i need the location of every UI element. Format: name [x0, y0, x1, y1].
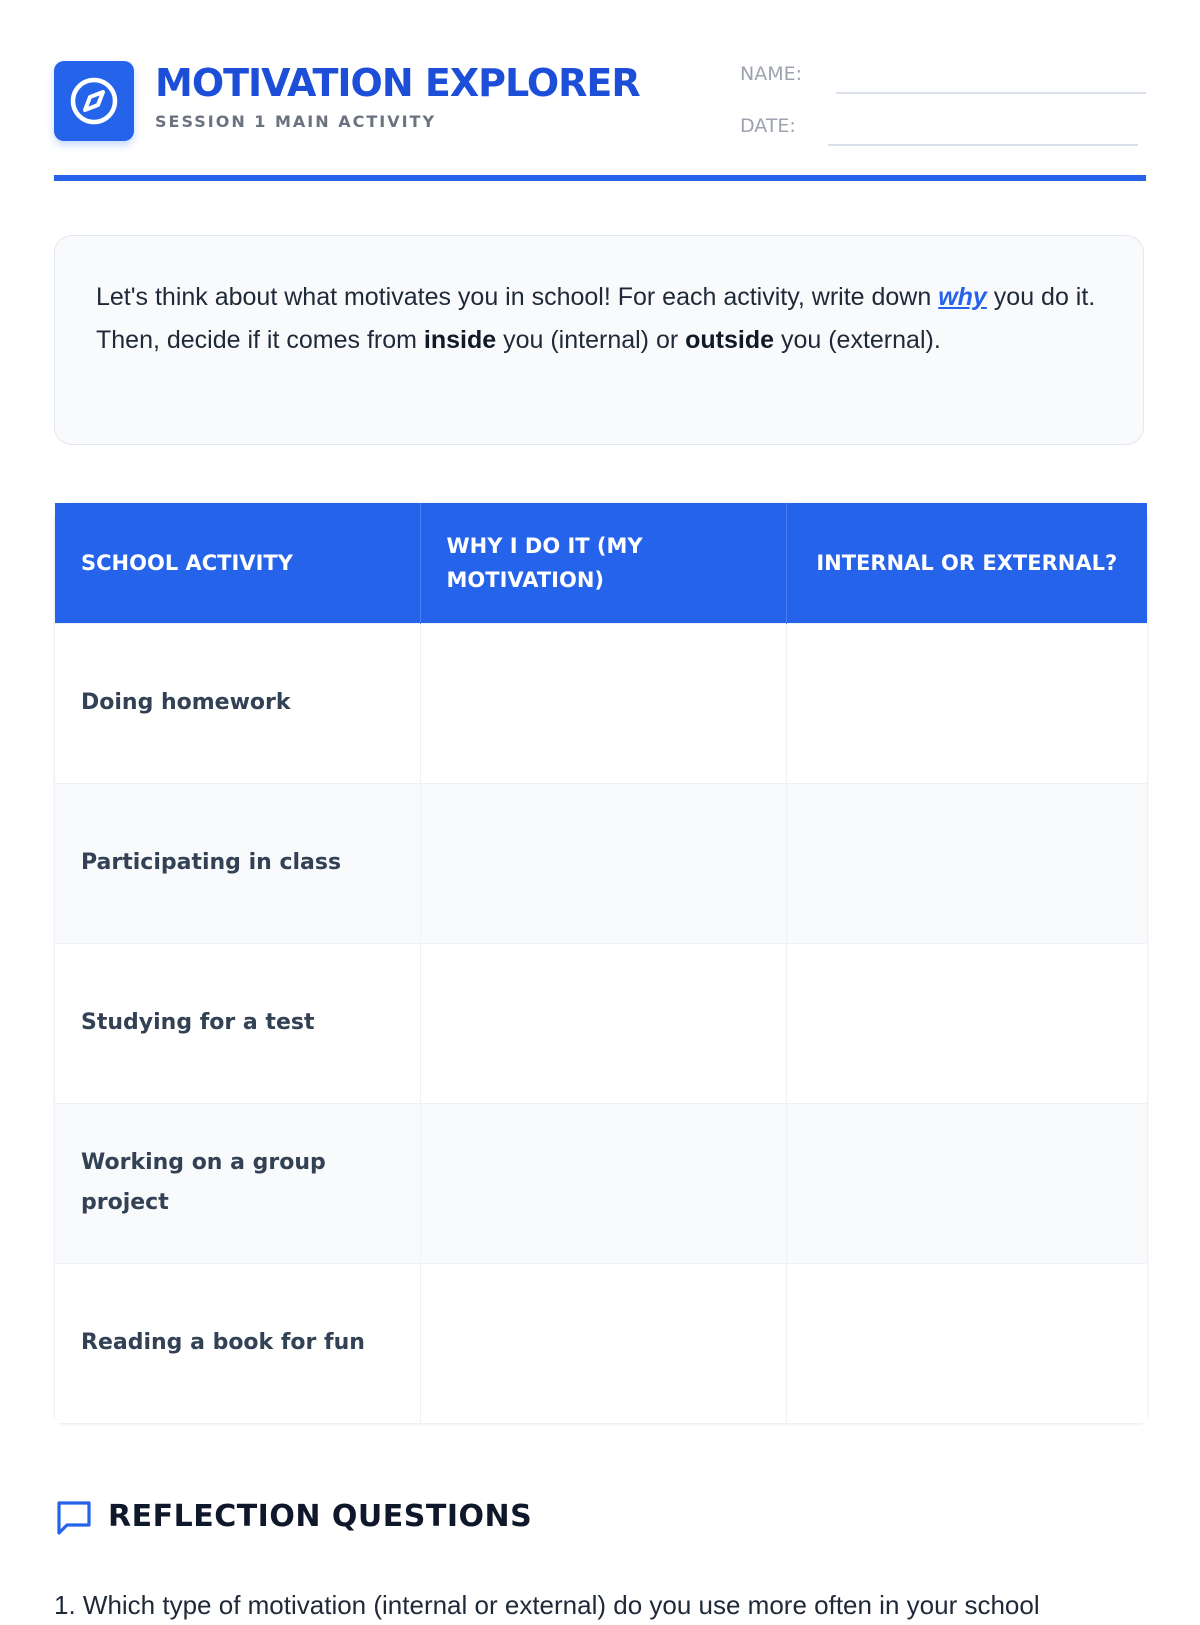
table-row	[55, 623, 1147, 783]
date-line[interactable]	[828, 144, 1138, 146]
type-answer-cell[interactable]	[786, 783, 1147, 943]
reflection-question-1: 1. Which type of motivation (internal or external) do you use more often in your school	[54, 1590, 1040, 1620]
instructions-inside: inside	[423, 326, 497, 354]
table-row	[55, 1263, 1147, 1423]
date-field[interactable]	[740, 112, 1146, 146]
motivation-answer-cell[interactable]	[420, 1103, 786, 1263]
type-answer-cell[interactable]	[786, 623, 1147, 783]
compass-icon	[54, 61, 134, 141]
motivation-answer-cell[interactable]	[420, 943, 786, 1103]
header-divider	[54, 175, 1146, 181]
instructions-text-1: Let's think about what motivates you in school! For each activity, write down	[96, 283, 939, 311]
type-answer-cell[interactable]	[786, 1263, 1147, 1423]
header-internal-or-external: INTERNAL OR EXTERNAL?	[786, 503, 1147, 623]
worksheet-subtitle: SESSION 1 MAIN ACTIVITY	[155, 112, 437, 131]
instructions-why: why	[938, 283, 987, 311]
activity-cell: Working on a group project	[55, 1103, 420, 1263]
date-label: DATE:	[740, 115, 796, 137]
type-answer-cell[interactable]	[786, 943, 1147, 1103]
instructions-outside: outside	[685, 326, 775, 354]
name-line[interactable]	[836, 92, 1146, 94]
type-answer-cell[interactable]	[786, 1103, 1147, 1263]
header-why-i-do-it: WHY I DO IT (MY MOTIVATION)	[420, 503, 786, 623]
instructions-text-3: you (internal) or	[496, 326, 686, 354]
table-row	[55, 783, 1147, 943]
reflection-title: REFLECTION QUESTIONS	[108, 1499, 533, 1534]
instructions-text-4: you (external).	[774, 326, 941, 354]
table-header-row	[55, 503, 1147, 623]
worksheet-title: MOTIVATION EXPLORER	[155, 61, 640, 105]
activity-cell: Participating in class	[55, 783, 420, 943]
instructions-text-2: you do it. Then, decide if it comes from	[96, 283, 1096, 354]
motivation-answer-cell[interactable]	[420, 623, 786, 783]
header-school-activity: SCHOOL ACTIVITY	[55, 503, 420, 623]
motivation-answer-cell[interactable]	[420, 783, 786, 943]
activity-cell: Reading a book for fun	[55, 1263, 420, 1423]
name-label: NAME:	[740, 63, 803, 85]
instructions-box	[54, 235, 1144, 445]
worksheet-header	[54, 58, 1146, 180]
motivation-table	[54, 502, 1148, 1424]
activity-cell: Studying for a test	[55, 943, 420, 1103]
activity-cell: Doing homework	[55, 623, 420, 783]
table-row	[55, 943, 1147, 1103]
motivation-answer-cell[interactable]	[420, 1263, 786, 1423]
chat-bubble-icon	[54, 1497, 94, 1537]
table-row	[55, 1103, 1147, 1263]
name-field[interactable]	[740, 60, 1146, 94]
